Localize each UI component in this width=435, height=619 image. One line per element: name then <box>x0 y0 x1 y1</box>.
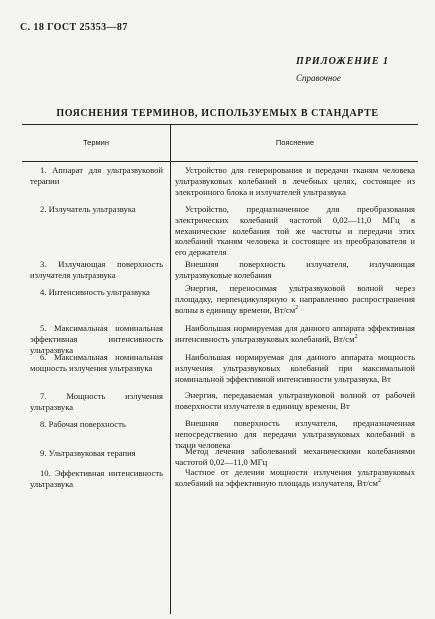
term-cell: 7. Мощность излучения ультразвука <box>30 391 163 412</box>
term-cell: 6. Максимальная номинальная мощность излучения ультразвука <box>30 352 163 373</box>
appendix-title: ПРИЛОЖЕНИЕ 1 <box>296 56 389 67</box>
explanation-cell <box>175 467 415 489</box>
explanation-cell: Внешняя поверхность излучателя, излучающая ультразвуковые колебания <box>175 259 415 280</box>
column-header-explanation: Пояснение <box>275 138 315 147</box>
explanation-cell: Устройство для генерирования и передачи тканям человека ультразвуковых колебаний в лечебных целях, состоящее из электронного блока и излучателей ультразвука <box>175 165 415 197</box>
column-divider <box>170 124 171 614</box>
explanation-cell: Устройство, предназначенное для преобразования электрических колебаний частотой 0,02—11,0 МГц в механические колебания той же частоты и передачи этих колебаний тканям человека и состоящее из преобразователя и его держателя <box>175 204 415 258</box>
appendix-block <box>296 56 389 83</box>
page-header: С. 18 ГОСТ 25353—87 <box>20 22 128 33</box>
term-cell: 5. Максимальная номинальная эффективная интенсивность ультразвука <box>30 323 163 355</box>
explanation-cell: Метод лечения заболеваний механическими колебаниями частотой 0,02—11,0 МГц <box>175 446 415 467</box>
explanation-cell <box>175 323 415 345</box>
unit-superscript: 2 <box>377 477 381 484</box>
explanation-text: Наибольшая нормируемая для данного аппарата эффективная интенсивность ультразвуковых колебаний, Вт/см <box>175 323 415 344</box>
term-cell: 2. Излучатель ультразвука <box>40 204 136 214</box>
unit-superscript: 2 <box>295 304 299 311</box>
term-cell: 10. Эффективная интенсивность ультразвука <box>30 468 163 489</box>
explanation-text: Частное от деления мощности излучения ультразвуковых колебаний на эффективную площадь излучателя, Вт/см <box>175 467 415 488</box>
term-cell: 9. Ультразвуковая терапия <box>40 448 136 458</box>
term-cell: 3. Излучающая поверхность излучателя ультразвука <box>30 259 163 280</box>
unit-superscript: 2 <box>354 333 358 340</box>
explanation-text: Энергия, переносимая ультразвуковой волной через площадку, перпендикулярную к направлению распространения волны в единицу времени, Вт/см <box>175 283 415 315</box>
appendix-subtitle: Справочное <box>296 73 341 83</box>
term-cell: 4. Интенсивность ультразвука <box>40 287 150 297</box>
explanation-cell: Внешняя поверхность излучателя, предназначенная непосредственно для передачи ультразвуковых колебаний в ткани человека <box>175 418 415 450</box>
explanation-cell <box>175 283 415 315</box>
column-header-term: Термин <box>83 138 109 147</box>
term-cell: 8. Рабочая поверхность <box>40 419 126 429</box>
explanation-cell: Наибольшая нормируемая для данного аппарата мощность излучения ультразвуковых колебаний при максимальной номинальной эффективной интенсивности ультразвука, Вт <box>175 352 415 384</box>
table-header <box>22 124 418 162</box>
explanation-cell: Энергия, передаваемая ультразвуковой волной от рабочей поверхности излучателя в единицу времени, Вт <box>175 390 415 411</box>
term-cell: 1. Аппарат для ультразвуковой терапии <box>30 165 163 186</box>
document-title: ПОЯСНЕНИЯ ТЕРМИНОВ, ИСПОЛЬЗУЕМЫХ В СТАНДАРТЕ <box>56 108 379 119</box>
